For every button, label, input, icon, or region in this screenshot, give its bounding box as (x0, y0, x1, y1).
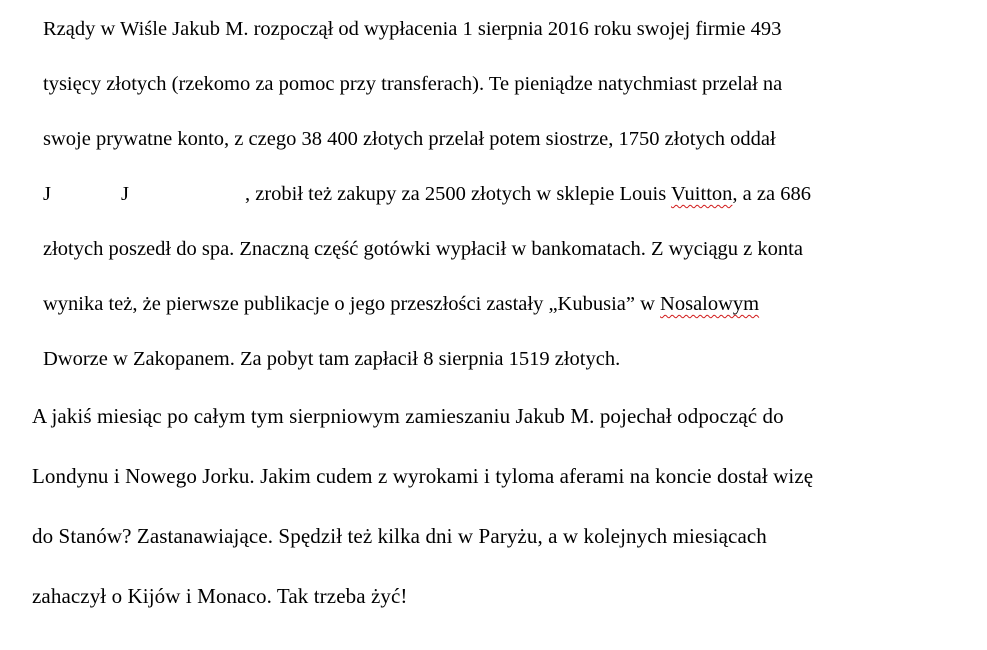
line6-text-before: wynika też, że pierwsze publikacje o jego przeszłości zastały „Kubusia” w (43, 293, 661, 315)
paragraph2-line-4: zahaczył o Kijów i Monaco. Tak trzeba żyć! (32, 584, 408, 608)
spellcheck-flagged-word[interactable]: Vuitton (670, 183, 733, 205)
paragraph1-line-2: tysięcy złotych (rzekomo za pomoc przy transferach). Te pieniądze natychmiast przelał na (43, 73, 783, 95)
paragraph1-line-5: złotych poszedł do spa. Znaczną część gotówki wypłacił w bankomatach. Z wyciągu z konta (43, 238, 803, 260)
line4-text-before: , zrobił też zakupy za 2500 złotych w sklepie Louis (244, 183, 671, 205)
paragraph2-line-2: Londynu i Nowego Jorku. Jakim cudem z wyrokami i tyloma aferami na koncie dostał wizę (32, 464, 814, 488)
paragraph1-line-7: Dworze w Zakopanem. Za pobyt tam zapłacił 8 sierpnia 1519 złotych. (43, 348, 621, 370)
redacted-initial-1: J (43, 183, 51, 205)
paragraph2-line-3: do Stanów? Zastanawiające. Spędził też kilka dni w Paryżu, a w kolejnych miesiącach (32, 524, 767, 548)
paragraph1-line-1: Rządy w Wiśle Jakub M. rozpoczął od wypłacenia 1 sierpnia 2016 roku swojej firmie 493 (43, 18, 782, 40)
paragraph1-line-4 (43, 182, 811, 206)
line4-text-after: , a za 686 (732, 183, 811, 205)
spellcheck-flagged-word[interactable]: Nosalowym (660, 293, 760, 315)
paragraph1-line-3: swoje prywatne konto, z czego 38 400 złotych przelał potem siostrze, 1750 złotych oddał (43, 128, 776, 150)
paragraph1-line-6 (43, 292, 759, 316)
redacted-initial-2: J (120, 183, 129, 205)
paragraph2-line-1: A jakiś miesiąc po całym tym sierpniowym zamieszaniu Jakub M. pojechał odpocząć do (32, 404, 784, 428)
